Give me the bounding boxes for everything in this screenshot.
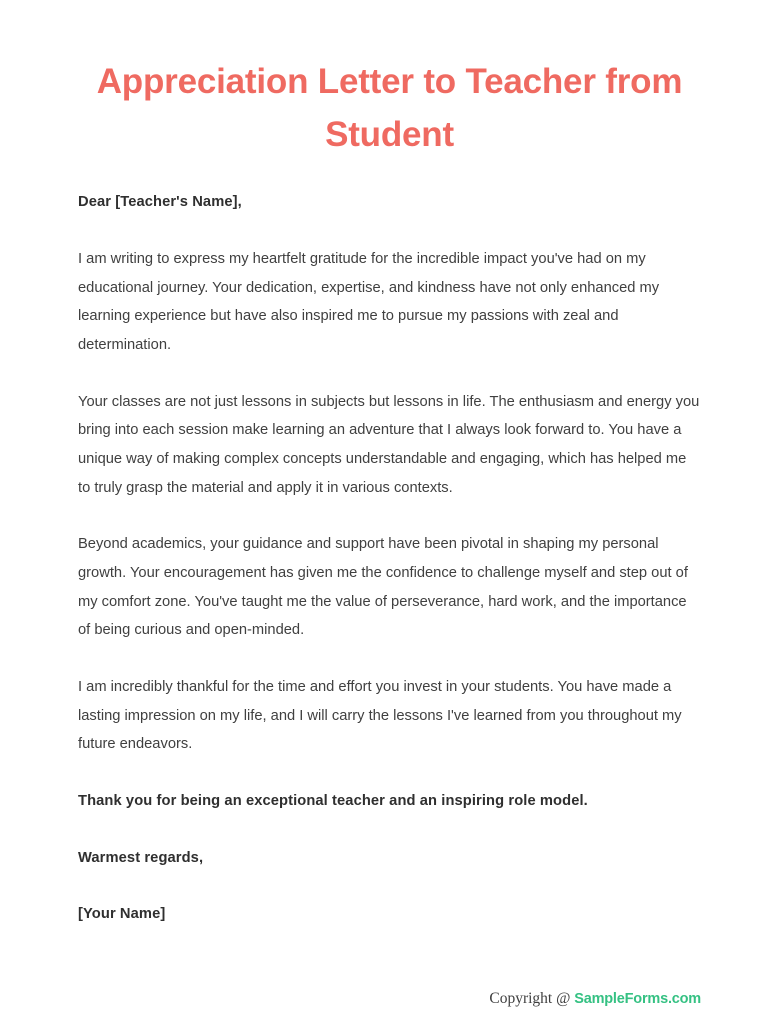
letter-body <box>78 188 701 928</box>
footer <box>489 990 701 1008</box>
brand-link[interactable]: SampleForms.com <box>574 991 701 1007</box>
paragraph-3: Beyond academics, your guidance and support have been pivotal in shaping my personal growth. Your encouragement has given me the confidence to challenge myself and step out of my comfort zone. You've taught me the value of perseverance, hard work, and the importance of being curious and open-minded. <box>78 536 688 639</box>
signature-line: [Your Name] <box>78 906 166 923</box>
page-title: Appreciation Letter to Teacher from Student <box>96 62 683 155</box>
paragraph-2: Your classes are not just lessons in subjects but lessons in life. The enthusiasm and energy you bring into each session make learning an adventure that I always look forward to. You have a unique way of making complex concepts understandable and engaging, which has helped me to truly grasp the material and apply it in various contexts. <box>78 393 700 496</box>
salutation-line: Dear [Teacher's Name], <box>78 194 242 211</box>
paragraph-1: I am writing to express my heartfelt gratitude for the incredible impact you've had on my educational journey. Your dedication, expertise, and kindness have not only enhanced my learning experience but have also inspired me to pursue my passions with zeal and determination. <box>78 251 660 353</box>
thanks-line: Thank you for being an exceptional teacher and an inspiring role model. <box>78 792 588 809</box>
paragraph-4: I am incredibly thankful for the time and effort you invest in your students. You have made a lasting impression on my life, and I will carry the lessons I've learned from you throughout my future endeavors. <box>78 678 682 753</box>
copyright-text: Copyright @ <box>489 990 575 1007</box>
closing-line: Warmest regards, <box>78 849 204 866</box>
